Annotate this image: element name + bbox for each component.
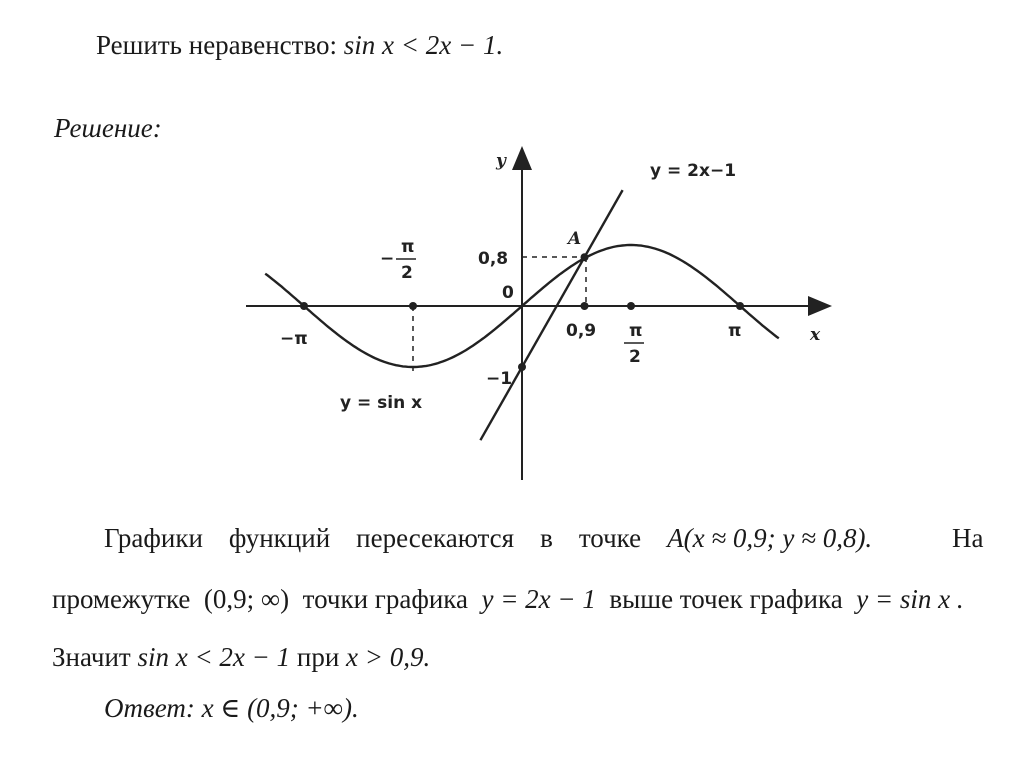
inequality: sin x < 2x − 1 [137,642,291,672]
intersection-point: A(x ≈ 0,9; y ≈ 0,8). [667,523,873,553]
text: выше точек графика [609,584,843,614]
sin-equation: y = sin x . [856,584,964,614]
point-marker [518,363,526,371]
x-axis-label: x [810,325,821,345]
text: промежутке [52,584,191,614]
function-graph [230,140,850,500]
line-2x-minus-1 [480,190,622,440]
paragraph-line-1-end: На [952,523,984,553]
tick-label-pi: π [728,321,742,341]
word: пересекаются [356,523,515,553]
tick-label-neg-half-pi-sign: − [380,249,395,269]
problem-expression: sin x < 2x − 1. [343,30,504,60]
answer-label: Ответ: [104,693,195,723]
problem-label: Решить неравенство: [96,30,338,60]
tick-label-neg-half-pi-den: 2 [401,263,413,283]
tick-label-half-pi-num: π [629,321,643,341]
interval: (0,9; ∞) [203,584,290,614]
text: точки графика [302,584,468,614]
point-a-label: A [568,229,582,249]
point-marker [581,253,589,261]
point-marker [627,302,635,310]
word: точке [578,523,642,553]
word: Графики [104,523,203,553]
condition: x > 0,9. [346,642,431,672]
text: при [296,642,340,672]
paragraph-line-2 [52,584,964,615]
curve-label-line: y = 2x−1 [650,161,737,181]
point-marker [300,302,308,310]
tick-label-y-08: 0,8 [478,249,509,269]
line-equation: y = 2x − 1 [481,584,596,614]
word: в [540,523,553,553]
y-axis-label: y [496,151,506,171]
paragraph-line-1 [104,523,872,554]
answer-value: x ∈ (0,9; +∞). [201,693,359,723]
point-marker [736,302,744,310]
tick-label-x-09: 0,9 [566,321,597,341]
answer [104,693,359,724]
tick-label-y-neg1: −1 [486,369,513,389]
text: Значит [52,642,131,672]
tick-label-half-pi-den: 2 [629,347,641,367]
tick-label-neg-pi: −π [280,329,308,349]
tick-label-neg-half-pi-num: π [401,237,415,257]
curve-label-sin: y = sin x [340,393,423,413]
word: функций [228,523,331,553]
point-marker [409,302,417,310]
problem-statement [96,30,503,61]
tick-label-origin: 0 [502,283,514,303]
solution-heading: Решение: [54,113,162,143]
paragraph-line-3 [52,642,430,673]
point-marker [581,302,589,310]
